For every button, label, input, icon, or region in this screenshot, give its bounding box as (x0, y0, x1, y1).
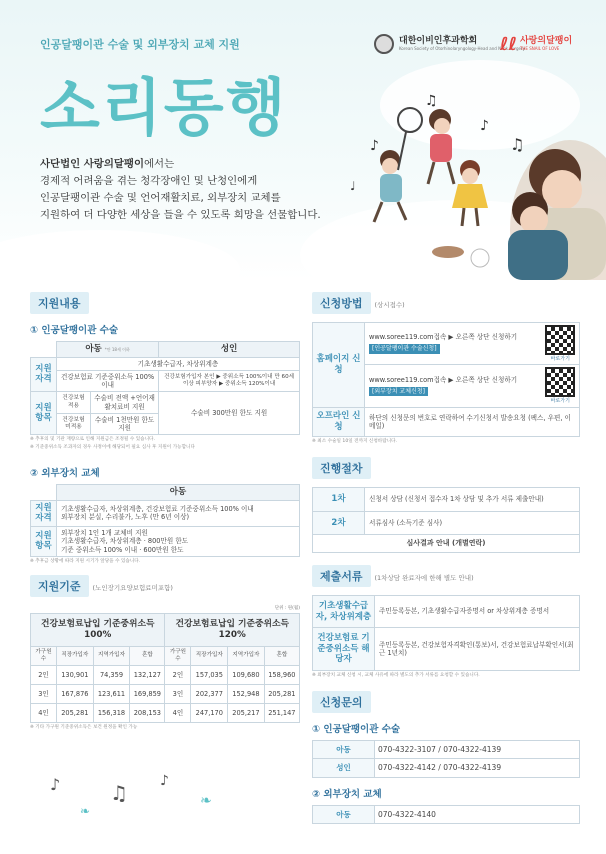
hero-title: 소리동행 (40, 71, 288, 144)
cochlear-footnote-1: ※ 추후의 및 기관 재량으로 인해 지원금은 조정될 수 있습니다. (30, 437, 155, 443)
items-label: 지원 항목 (31, 392, 57, 435)
criteria-cell: 2인 (165, 665, 191, 684)
ext-qual-line2: 외부장치 분실, 수리불가, 노후 (만 6년 이상) (61, 513, 190, 522)
external-heading: ② 외부장치 교체 (30, 468, 100, 480)
society-name-en: Korean Society of Otorhinolaryngology-Head and Neck Surgery (399, 45, 525, 51)
criteria-col-header: 직장가입자 (191, 646, 228, 665)
criteria-cell: 123,611 (93, 684, 130, 703)
qr-code-icon[interactable] (545, 325, 575, 355)
ext-item-line2: 기초생활수급자, 차상위계층 · 800만원 한도 (61, 537, 189, 546)
svg-text:♪: ♪ (50, 775, 61, 794)
docs-section-header (312, 565, 580, 587)
col-child-label: 아동 (85, 344, 102, 354)
ext-item-line3: 기준 중위소득 100% 이내 · 600만원 한도 (61, 545, 184, 554)
inquiry-external-table (312, 805, 580, 824)
qual-common: 기초생활수급자, 차상위계층 (57, 357, 300, 370)
support-section-header (30, 292, 300, 314)
home2-url: www.soree119.com접속 ▶ 오른쪽 상단 신청하기 (369, 375, 518, 384)
intro-line1: 에서는 (144, 158, 175, 170)
qr-link-label[interactable]: 바로가기 (550, 398, 570, 405)
docs-row2-text: 주민등록등본, 건강보험자격확인(통보)서, 건강보험료납부확인서(최근 1년치) (375, 628, 580, 671)
col-adult-header: 성인 (159, 342, 300, 358)
step1-label: 1차 (313, 487, 365, 511)
items-row1-value: 수술비 전액 +언어재활치료비 지원 (91, 392, 159, 413)
items-adult: 수술비 300만원 한도 지원 (159, 392, 300, 435)
inquiry-cochlear-heading: ① 인공달팽이관 수술 (312, 724, 401, 736)
docs-row1-label: 기초생활수급자, 차상위계층 (313, 595, 375, 627)
step2-label: 2차 (313, 511, 365, 535)
ext-item-line1: 외부장치 1인 1개 교체비 지원 (61, 529, 148, 538)
apply-footnote: ※ 최소 수술일 10일 전까지 신청바랍니다. (312, 438, 398, 444)
offline-apply-label: 오프라인 신청 (313, 407, 365, 436)
inquiry-cochlear-table (312, 740, 580, 778)
apply-table (312, 322, 580, 437)
society-seal-icon (374, 34, 394, 54)
table-row (31, 684, 300, 703)
ext-qual-text (57, 500, 300, 526)
offline-apply-text: 하단의 신청문의 번호로 연락하여 수기신청서 발송요청 (팩스, 우편, 이메일) (365, 407, 580, 436)
qual-label: 지원 자격 (31, 357, 57, 392)
criteria-cell: 3인 (165, 684, 191, 703)
svg-text:❧: ❧ (200, 793, 212, 809)
inquiry-ext-phone[interactable]: 070-4322-4140 (375, 805, 580, 823)
table-row (31, 665, 300, 684)
inquiry-external-heading: ② 외부장치 교체 (312, 788, 382, 800)
home-apply-label: 홈페이지 신청 (313, 323, 365, 408)
table-row (31, 704, 300, 723)
col-child-note: *만 18세 이하 (104, 347, 130, 352)
inquiry-child-phone[interactable]: 070-4322-3107 / 070-4322-4139 (375, 741, 580, 759)
table-corner (31, 342, 57, 358)
col-child-header (57, 342, 159, 358)
criteria-table (30, 613, 300, 724)
items-row1-label: 건강보험 적용 (57, 392, 91, 413)
criteria-cell: 205,281 (264, 684, 299, 703)
home-apply-1 (365, 323, 542, 365)
criteria-col-header: 혼합 (130, 646, 165, 665)
criteria-cell: 205,217 (228, 704, 265, 723)
criteria-cell: 74,359 (93, 665, 130, 684)
criteria-title: 지원기준 (30, 575, 89, 597)
home1-url: www.soree119.com접속 ▶ 오른쪽 상단 신청하기 (369, 333, 518, 342)
intro-line2: 경제적 어려움을 겪는 청각장애인 및 난청인에게 (40, 175, 258, 187)
criteria-cell: 247,170 (191, 704, 228, 723)
criteria-unit: 단위 : 원(월) (274, 605, 300, 611)
snail-of-love-logo (500, 34, 572, 55)
criteria-cell: 109,680 (228, 665, 265, 684)
snail-logo-name: 사랑의달팽이 (519, 36, 573, 47)
svg-text:♪: ♪ (160, 773, 169, 789)
support-title: 지원내용 (30, 292, 89, 314)
inquiry-child-label: 아동 (313, 741, 375, 759)
criteria-group-100: 건강보험료납입 기준중위소득 100% (31, 613, 165, 646)
svg-text:♫: ♫ (110, 781, 128, 805)
apply-title: 신청방법 (312, 292, 371, 314)
hero-banner (0, 0, 606, 280)
inquiry-adult-label: 성인 (313, 759, 375, 777)
hero-subtitle: 인공달팽이관 수술 및 외부장치 교체 지원 (40, 38, 240, 51)
criteria-cell: 202,377 (191, 684, 228, 703)
criteria-cell: 251,147 (264, 704, 299, 723)
docs-row1-text: 주민등록등본, 기초생활수급자증명서 or 차상위계층 증명서 (375, 595, 580, 627)
qual-child: 건강보험료 기준중위소득 100% 이내 (57, 370, 159, 391)
ext-col-child: 아동 (57, 485, 300, 501)
criteria-col-header: 직장가입자 (57, 646, 94, 665)
criteria-cell: 156,318 (93, 704, 130, 723)
external-support-table (30, 484, 300, 557)
qr-cell-1 (542, 323, 580, 365)
criteria-col-header: 지역가입자 (93, 646, 130, 665)
apply-section-header (312, 292, 580, 314)
docs-title: 제출서류 (312, 565, 371, 587)
process-result: 심사결과 안내 (개별연락) (313, 535, 580, 553)
apply-note: (상시접수) (374, 301, 405, 309)
criteria-cell: 132,127 (130, 665, 165, 684)
inquiry-title: 신청문의 (312, 691, 371, 713)
docs-note: (1차상담 완료자에 한해 별도 안내) (374, 573, 474, 582)
step1-text: 신청서 상담 (신청서 접수자 1차 상담 및 추가 서류 제출안내) (365, 487, 580, 511)
criteria-cell: 169,859 (130, 684, 165, 703)
svg-text:♫: ♫ (510, 135, 525, 154)
cochlear-support-table (30, 341, 300, 435)
docs-row2-label: 건강보험료 기준중위소득 해당자 (313, 628, 375, 671)
family-illustration (330, 80, 606, 280)
criteria-cell: 2인 (31, 665, 57, 684)
docs-table (312, 595, 580, 671)
criteria-cell: 157,035 (191, 665, 228, 684)
right-column (312, 292, 580, 824)
process-table (312, 487, 580, 553)
process-title: 진행절차 (312, 457, 371, 479)
inquiry-ext-label: 아동 (313, 805, 375, 823)
snail-heart-icon: ℓℓ (500, 34, 517, 55)
svg-text:❧: ❧ (80, 804, 91, 818)
criteria-col-header: 가구원수 (165, 646, 191, 665)
svg-text:♪: ♪ (480, 118, 489, 134)
process-section-header (312, 457, 580, 479)
inquiry-adult-phone[interactable]: 070-4322-4142 / 070-4322-4139 (375, 759, 580, 777)
criteria-cell: 4인 (31, 704, 57, 723)
criteria-cell: 130,901 (57, 665, 94, 684)
criteria-col-header: 지역가입자 (228, 646, 265, 665)
ext-qual-label: 지원 자격 (31, 500, 57, 526)
home2-button[interactable]: [외부장치 교체신청] (369, 387, 428, 397)
criteria-cell: 208,153 (130, 704, 165, 723)
snail-logo-name-en: THE SNAIL OF LOVE (519, 46, 560, 52)
items-row2-value: 수술비 1천만원 한도 지원 (91, 413, 159, 434)
criteria-col-header: 혼합 (264, 646, 299, 665)
intro-line3: 인공달팽이관 수술 및 언어재활치료, 외부장치 교체를 (40, 192, 281, 204)
music-notes-decoration (40, 760, 240, 820)
criteria-note: (노인장기요양보험료미포함) (92, 583, 173, 592)
criteria-col-header: 가구원수 (31, 646, 57, 665)
society-name: 대한이비인후과학회 (399, 35, 478, 46)
criteria-cell: 205,281 (57, 704, 94, 723)
docs-footnote: ※ 외부장치 교체 신청 시, 교체 사유에 따라 별도의 추가 서류를 요청할 수 있습니다. (312, 673, 480, 679)
qual-adult: 건강보험가입자 본인 ▶ 중위소득 100%이내 만 60세 이상 피부양자 ▶ 중위소득 120%이내 (159, 370, 300, 391)
ext-items-text (57, 527, 300, 557)
criteria-cell: 4인 (165, 704, 191, 723)
home-apply-2 (365, 365, 542, 407)
table-corner (31, 485, 57, 501)
intro-line4: 지원하여 더 다양한 세상을 들을 수 있도록 희망을 선물합니다. (40, 209, 321, 221)
home1-button[interactable]: [인공달팽이관 수술신청] (369, 344, 440, 354)
svg-text:♩: ♩ (350, 179, 356, 193)
intro-text (40, 156, 321, 224)
criteria-cell: 3인 (31, 684, 57, 703)
ext-qual-line1: 기초생활수급자, 차상위계층, 건강보험료 기준중위소득 100% 이내 (61, 505, 254, 514)
step2-text: 서류심사 (소득기준 심사) (365, 511, 580, 535)
svg-text:♫: ♫ (425, 93, 438, 109)
qr-link-label[interactable]: 바로가기 (550, 356, 570, 362)
qr-cell-2 (542, 365, 580, 407)
cochlear-footnote-2: ※ 기준중위소득 조과자의 경우 사정이에 해당되어 필요 심사 후 지원이 가능합니다 (30, 445, 195, 451)
criteria-cell: 152,948 (228, 684, 265, 703)
external-footnote: ※ 추후금 상황에 따라 지원 시기가 앞당을 수 있습니다. (30, 558, 141, 564)
ext-items-label: 지원 항목 (31, 527, 57, 557)
items-row2-label: 건강보험 미적용 (57, 413, 91, 434)
qr-code-icon[interactable] (545, 367, 575, 397)
cloud-shape (0, 230, 240, 280)
criteria-group-120: 건강보험료납입 기준중위소득 120% (165, 613, 300, 646)
criteria-cell: 158,960 (264, 665, 299, 684)
intro-org: 사단법인 사랑의달팽이 (40, 158, 144, 170)
svg-text:♪: ♪ (370, 138, 379, 154)
inquiry-section-header (312, 691, 580, 713)
left-column (30, 292, 300, 731)
criteria-section-header (30, 575, 300, 597)
criteria-footnote: ※ 기타 가구원 기준중위소득은 보건 원정을 확인 가능 (30, 725, 138, 731)
criteria-cell: 167,876 (57, 684, 94, 703)
cochlear-heading: ① 인공달팽이관 수술 (30, 325, 119, 336)
